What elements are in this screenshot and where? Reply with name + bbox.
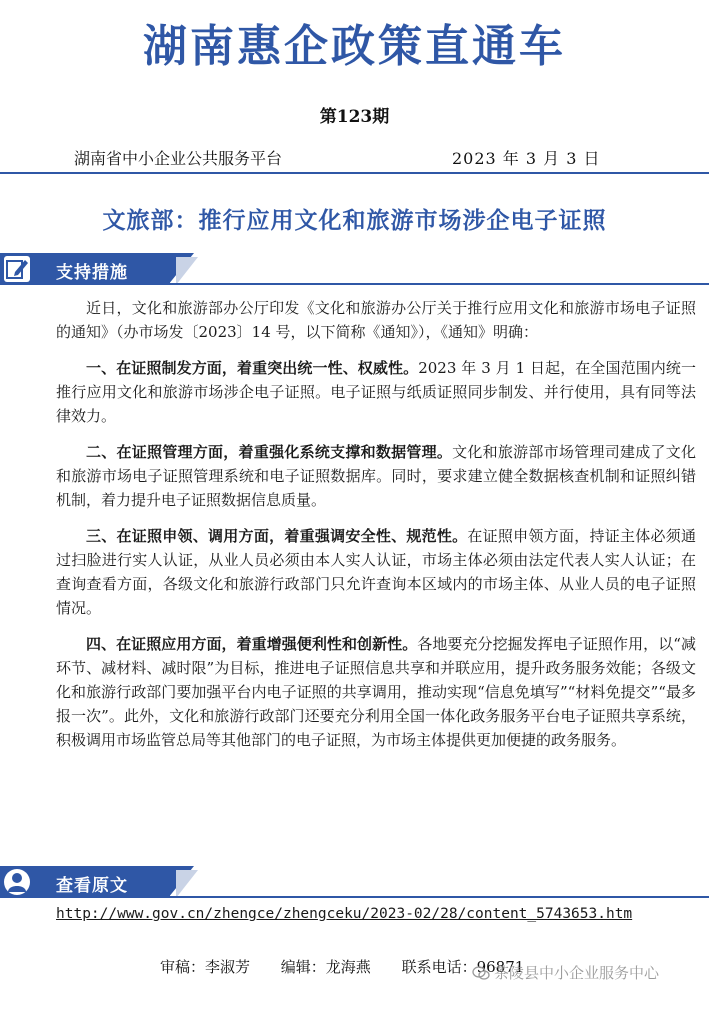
publication-title: 湖南惠企政策直通车 — [143, 21, 566, 72]
section-label-support: 支持措施 — [56, 263, 128, 283]
header-divider — [0, 172, 709, 174]
section-header-source — [0, 866, 709, 898]
editor-credit: 编辑：龙海燕 — [280, 958, 371, 976]
watermark-text: 茶陵县中小企业服务中心 — [494, 964, 660, 982]
wechat-icon — [472, 966, 490, 980]
article-headline: 文旅部：推行应用文化和旅游市场涉企电子证照 — [102, 208, 607, 234]
paragraph-4-heading: 四、在证照应用方面，着重增强便利性和创新性。 — [86, 635, 418, 653]
reviewer-credit: 审稿：李淑芳 — [160, 958, 251, 976]
article-body — [56, 296, 696, 764]
issue-number: 第123期 — [319, 107, 390, 127]
publisher-platform: 湖南省中小企业公共服务平台 — [74, 149, 283, 168]
publish-date: 2023 年 3 月 3 日 — [452, 149, 601, 168]
section-header-support — [0, 253, 709, 285]
paragraph-3-heading: 三、在证照申领、调用方面，着重强调安全性、规范性。 — [86, 527, 468, 545]
user-icon — [4, 869, 30, 895]
wechat-watermark — [472, 962, 659, 983]
paragraph-intro: 近日，文化和旅游部办公厅印发《文化和旅游办公厅关于推行应用文化和旅游市场电子证照的通知》（办市场发〔2023〕14 号，以下简称《通知》），《通知》明确： — [56, 299, 696, 341]
paragraph-4: 四、在证照应用方面，着重增强便利性和创新性。各地要充分挖掘发挥电子证照作用，以“减环节、减材料、减时限”为目标，推进电子证照信息共享和并联应用，提升政务服务效能；各级文化和旅游行政部门要加强平台内电子证照的共享调用，推动实现“信息免填写”“材料免提交”“最多报一次”。此外，文化和旅游行政部门还要充分利用全国一体化政务服务平台电子证照共享系统，积极调用市场监管总局等其他部门的电子证照，为市场主体提供更加便捷的政务服务。 — [56, 635, 696, 749]
paragraph-2: 二、在证照管理方面，着重强化系统支撑和数据管理。文化和旅游部市场管理司建成了文化和旅游市场电子证照管理系统和电子证照数据库。同时，要求建立健全数据核查机制和证照纠错机制，着力提升电子证照数据信息质量。 — [56, 443, 696, 509]
pencil-edit-icon — [4, 256, 30, 282]
paragraph-1-heading: 一、在证照制发方面，着重突出统一性、权威性。 — [86, 359, 419, 377]
contact-phone: 联系电话：96871 — [401, 958, 525, 976]
paragraph-3: 三、在证照申领、调用方面，着重强调安全性、规范性。在证照申领方面，持证主体必须通过扫脸进行实人认证，从业人员必须由本人实人认证，市场主体必须由法定代表人实人认证；在查询查看方面，各级文化和旅游行政部门只允许查询本区域内的市场主体、从业人员的电子证照情况。 — [56, 527, 696, 617]
source-link[interactable]: http://www.gov.cn/zhengce/zhengceku/2023-02/28/content_5743653.htm — [56, 906, 633, 922]
paragraph-1: 一、在证照制发方面，着重突出统一性、权威性。2023 年 3 月 1 日起，在全国范围内统一推行应用文化和旅游市场涉企电子证照。电子证照与纸质证照同步制发、并行使用，具有同等法律效力。 — [56, 359, 696, 425]
section-label-source: 查看原文 — [56, 876, 128, 896]
paragraph-2-heading: 二、在证照管理方面，着重强化系统支撑和数据管理。 — [86, 443, 453, 461]
